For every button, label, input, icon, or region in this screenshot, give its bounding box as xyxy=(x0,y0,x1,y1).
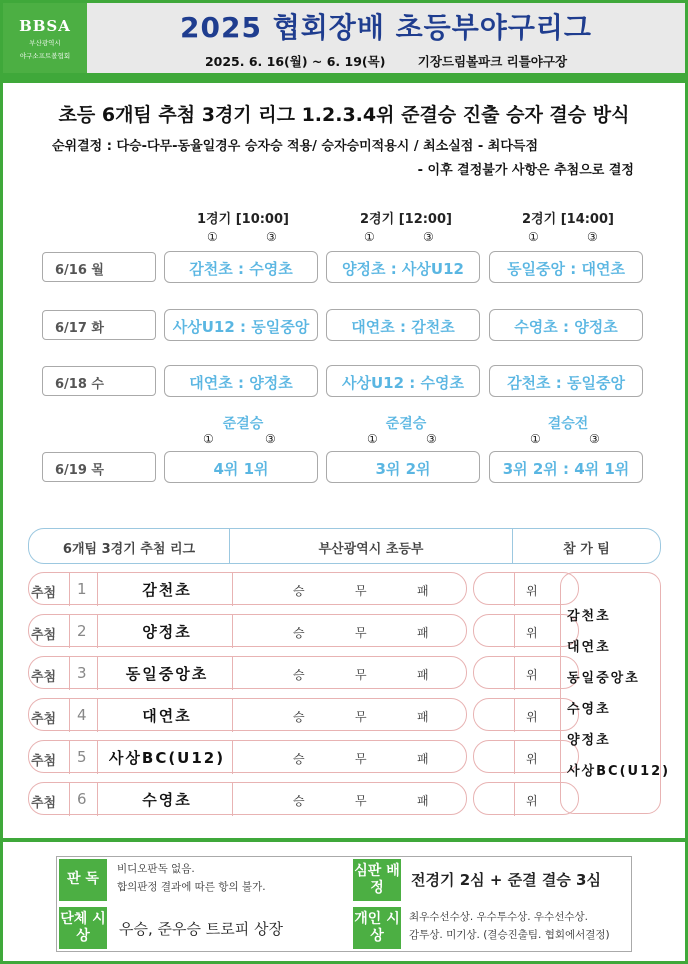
logo-org-line1: 부산광역시 xyxy=(29,39,61,47)
judge-text-1: 비디오판독 없음. xyxy=(117,863,195,875)
team-award-text: 우승, 준우승 트로피 상장 xyxy=(119,920,283,938)
match-box: 대연초 : 감천초 xyxy=(326,309,480,341)
field-marker: ① xyxy=(203,432,214,446)
draw-label: 추첨 xyxy=(31,754,57,769)
team-name: 수영초 xyxy=(142,791,192,809)
divider xyxy=(97,699,98,732)
team-cell xyxy=(28,782,467,815)
match-box: 대연초 : 양정초 xyxy=(164,365,318,397)
divider xyxy=(69,741,70,774)
divider xyxy=(514,783,515,816)
divider xyxy=(69,657,70,690)
logo-org-line2: 야구소프트볼협회 xyxy=(19,52,71,60)
divider xyxy=(97,615,98,648)
field-marker: ③ xyxy=(587,230,598,244)
judge-text-2: 합의판정 결과에 따른 항의 불가. xyxy=(117,881,266,893)
date-label: 6/17 화 xyxy=(42,310,156,340)
field-marker: ① xyxy=(528,230,539,244)
header xyxy=(3,3,685,73)
page-title: 2025 협회장배 초등부야구리그 xyxy=(180,11,592,44)
win-label: 승 xyxy=(293,752,305,766)
match-box: 동일중앙 : 대연초 xyxy=(489,251,643,283)
title-box xyxy=(87,3,685,73)
divider xyxy=(232,741,233,774)
draw-label: 추첨 xyxy=(31,628,57,643)
field-marker: ③ xyxy=(265,432,276,446)
field-marker: ③ xyxy=(423,230,434,244)
team-cell xyxy=(28,740,467,773)
divider xyxy=(97,741,98,774)
match-box: 양정초 : 사상U12 xyxy=(326,251,480,283)
draw-number: 1 xyxy=(77,580,87,598)
table-header-division: 부산광역시 초등부 xyxy=(229,528,513,564)
draw-number: 6 xyxy=(77,790,87,808)
team-cell xyxy=(28,572,467,605)
loss-label: 패 xyxy=(417,584,429,598)
win-label: 승 xyxy=(293,710,305,724)
rank-suffix: 위 xyxy=(526,710,538,724)
umpire-tag: 심판 배정 xyxy=(353,859,401,901)
judge-tag: 판 독 xyxy=(59,859,107,901)
divider xyxy=(232,699,233,732)
rank-suffix: 위 xyxy=(526,752,538,766)
match-box: 사상U12 : 수영초 xyxy=(326,365,480,397)
game-column-2: 2경기 [12:00] xyxy=(360,212,452,227)
team-name: 사상BC(U12) xyxy=(108,749,226,767)
draw-label: 추첨 xyxy=(31,670,57,685)
logo-name: BBSA xyxy=(19,17,71,35)
draw-result-label: 무 xyxy=(355,626,367,640)
field-marker: ① xyxy=(530,432,541,446)
divider xyxy=(69,615,70,648)
date-range: 2025. 6. 16(월) ~ 6. 19(목) xyxy=(204,54,386,69)
umpire-text: 전경기 2심 + 준결 결승 3심 xyxy=(411,871,601,889)
divider xyxy=(232,573,233,606)
divider xyxy=(69,783,70,816)
participant-item: 동일중앙초 xyxy=(567,671,640,686)
loss-label: 패 xyxy=(417,710,429,724)
semifinal-title: 준결승 xyxy=(385,416,427,432)
format-heading: 초등 6개팀 추첨 3경기 리그 1.2.3.4위 준결승 진출 승자 결승 방식 xyxy=(58,104,630,126)
rank-suffix: 위 xyxy=(526,584,538,598)
draw-label: 추첨 xyxy=(31,796,57,811)
match-box: 감천초 : 수영초 xyxy=(164,251,318,283)
venue: 기장드림볼파크 리틀야구장 xyxy=(417,54,568,69)
header-divider xyxy=(3,73,685,83)
indiv-award-text-2: 감투상. 미기상. (결승진출팀. 협회에서결정) xyxy=(409,929,610,941)
divider xyxy=(514,573,515,606)
divider xyxy=(97,657,98,690)
loss-label: 패 xyxy=(417,668,429,682)
match-box: 4위 1위 xyxy=(164,451,318,483)
draw-result-label: 무 xyxy=(355,752,367,766)
match-box: 사상U12 : 동일중앙 xyxy=(164,309,318,341)
participant-item: 양정초 xyxy=(567,733,611,748)
divider xyxy=(232,615,233,648)
win-label: 승 xyxy=(293,794,305,808)
team-award-tag: 단체 시상 xyxy=(59,907,107,949)
date-label: 6/16 월 xyxy=(42,252,156,282)
draw-number: 5 xyxy=(77,748,87,766)
table-header-league: 6개팀 3경기 추첨 리그 xyxy=(28,528,230,564)
final-title: 결승전 xyxy=(547,416,589,432)
divider xyxy=(69,573,70,606)
draw-result-label: 무 xyxy=(355,668,367,682)
win-label: 승 xyxy=(293,668,305,682)
win-label: 승 xyxy=(293,584,305,598)
divider xyxy=(69,699,70,732)
draw-label: 추첨 xyxy=(31,586,57,601)
participant-list xyxy=(560,572,671,814)
field-marker: ③ xyxy=(266,230,277,244)
team-name: 양정초 xyxy=(142,623,192,641)
participant-item: 감천초 xyxy=(567,609,611,624)
divider xyxy=(97,783,98,816)
rank-suffix: 위 xyxy=(526,668,538,682)
draw-result-label: 무 xyxy=(355,584,367,598)
field-marker: ③ xyxy=(426,432,437,446)
field-marker: ③ xyxy=(589,432,600,446)
divider xyxy=(514,615,515,648)
game-column-1: 1경기 [10:00] xyxy=(197,212,289,227)
loss-label: 패 xyxy=(417,752,429,766)
team-cell xyxy=(28,614,467,647)
team-name: 대연초 xyxy=(142,707,192,725)
tiebreak-note: - 이후 결정불가 사항은 추첨으로 결정 xyxy=(417,163,634,178)
draw-label: 추첨 xyxy=(31,712,57,727)
indiv-award-tag: 개인 시상 xyxy=(353,907,401,949)
participant-item: 수영초 xyxy=(567,702,611,717)
divider xyxy=(232,657,233,690)
rank-suffix: 위 xyxy=(526,794,538,808)
date-label: 6/19 목 xyxy=(42,452,156,482)
team-cell xyxy=(28,698,467,731)
win-label: 승 xyxy=(293,626,305,640)
ranking-rule: 순위결정 : 다승-다무-동율일경우 승자승 적용/ 승자승미적용시 / 최소실점 - 최다득점 xyxy=(52,139,539,154)
draw-number: 4 xyxy=(77,706,87,724)
team-cell xyxy=(28,656,467,689)
field-marker: ① xyxy=(364,230,375,244)
semifinal-title: 준결승 xyxy=(222,416,264,432)
event-info xyxy=(87,52,685,70)
footer-info xyxy=(56,856,632,952)
date-label: 6/18 수 xyxy=(42,366,156,396)
draw-result-label: 무 xyxy=(355,794,367,808)
participant-item: 대연초 xyxy=(567,640,611,655)
team-name: 동일중앙초 xyxy=(125,665,209,683)
loss-label: 패 xyxy=(417,794,429,808)
draw-number: 3 xyxy=(77,664,87,682)
match-box: 3위 2위 : 4위 1위 xyxy=(489,451,643,483)
game-column-3: 2경기 [14:00] xyxy=(522,212,614,227)
bbsa-logo xyxy=(3,3,87,73)
draw-result-label: 무 xyxy=(355,710,367,724)
match-box: 감천초 : 동일중앙 xyxy=(489,365,643,397)
divider xyxy=(514,741,515,774)
participant-item: 사상BC(U12) xyxy=(567,764,671,779)
divider xyxy=(97,573,98,606)
rank-suffix: 위 xyxy=(526,626,538,640)
divider xyxy=(232,783,233,816)
footer-divider xyxy=(3,838,685,842)
team-name: 감천초 xyxy=(142,581,192,599)
indiv-award-text-1: 최우수선수상. 우수투수상. 우수선수상. xyxy=(409,911,588,923)
loss-label: 패 xyxy=(417,626,429,640)
draw-number: 2 xyxy=(77,622,87,640)
table-header-participants: 참 가 팀 xyxy=(512,528,661,564)
match-box: 3위 2위 xyxy=(326,451,480,483)
divider xyxy=(514,699,515,732)
field-marker: ① xyxy=(367,432,378,446)
divider xyxy=(514,657,515,690)
field-marker: ① xyxy=(207,230,218,244)
match-box: 수영초 : 양정초 xyxy=(489,309,643,341)
